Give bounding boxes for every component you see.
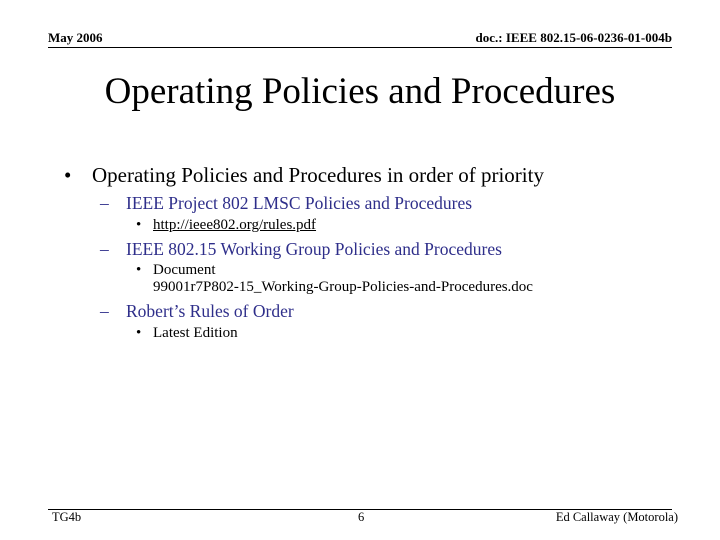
bullet-mark: •: [64, 163, 72, 187]
bullet-mark: •: [136, 325, 142, 341]
document-label: Document: [153, 262, 216, 278]
rules-pdf-link[interactable]: http://ieee802.org/rules.pdf: [153, 217, 317, 233]
bullet-main: [64, 163, 544, 188]
header-doc-id: doc.: IEEE 802.15-06-0236-01-004b: [475, 30, 672, 45]
header-date: May 2006: [48, 30, 103, 45]
list-item-wg: [100, 239, 502, 260]
footer-author: Ed Callaway (Motorola): [555, 510, 678, 524]
list-item-roberts: [100, 301, 294, 322]
latest-edition: Latest Edition: [153, 325, 238, 341]
list-item-lmsc: [100, 193, 472, 214]
list-item-label: IEEE 802.15 Working Group Policies and Procedures: [126, 239, 502, 259]
document-filename: 99001r7P802-15_Working-Group-Policies-and-Procedures.doc: [153, 279, 533, 295]
list-item-label: IEEE Project 802 LMSC Policies and Procedures: [126, 193, 473, 213]
footer-group: TG4b: [52, 510, 82, 524]
bullet-mark: •: [136, 262, 142, 278]
footer-page-number: 6: [358, 510, 365, 524]
header-rule: [48, 47, 672, 48]
slide-title: Operating Policies and Procedures: [104, 71, 616, 112]
list-item-label: Robert’s Rules of Order: [126, 301, 294, 321]
dash-mark: –: [100, 193, 109, 213]
dash-mark: –: [100, 239, 109, 259]
sub-item-document: [136, 262, 533, 296]
sub-item-rules-link: [136, 217, 316, 234]
sub-item-latest: [136, 325, 238, 342]
bullet-main-text: Operating Policies and Procedures in order of priority: [92, 163, 544, 187]
bullet-mark: •: [136, 217, 142, 233]
dash-mark: –: [100, 301, 109, 321]
